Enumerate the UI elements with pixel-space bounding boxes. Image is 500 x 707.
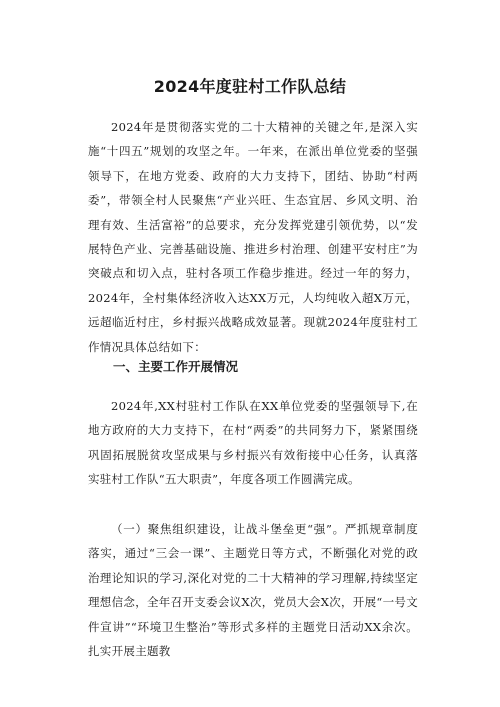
subsection-paragraph: （一）聚焦组织建设，让战斗堡垒更“强”。严抓规章制度落实，通过“三会一课”、主题党日等方式，不断强化对党的政治理论知识的学习,深化对党的二十大精神的学习理解,持续坚定理想信念，全年召开支委会议X次，党员大会X次，开展“一号文件宣讲”“环境卫生整治”等形式多样的主题党日活动XX余次。扎实开展主题教 bbox=[88, 522, 418, 659]
document-title: 2024年度驻村工作队总结 bbox=[153, 77, 347, 96]
section-heading: 一、主要工作开展情况 bbox=[113, 359, 239, 374]
intro-paragraph: 2024年是贯彻落实党的二十大精神的关键之年,是深入实施“十四五”规划的攻坚之年。一年来，在派出单位党委的坚强领导下，在地方党委、政府的大力支持下，团结、协助“村两委”，带领全村人民聚焦“产业兴旺、生态宜居、乡风文明、治理有效、生活富裕”的总要求，充分发挥党建引领优势，以“发展特色产业、完善基础设施、推进乡村治理、创建平安村庄”为突破点和切入点，驻村各项工作稳步推进。经过一年的努力，2024年，全村集体经济收入达XX万元，人均纯收入超X万元，远超临近村庄，乡村振兴战略成效显著。现就2024年度驻村工作情况具体总结如下： bbox=[88, 120, 418, 354]
section-paragraph: 2024年,XX村驻村工作队在XX单位党委的坚强领导下,在地方政府的大力支持下，在村“两委”的共同努力下，紧紧围绕巩固拓展脱贫攻坚成果与乡村振兴有效衔接中心任务，认真落实驻村工作队“五大职责”，年度各项工作圆满完成。 bbox=[88, 399, 418, 487]
